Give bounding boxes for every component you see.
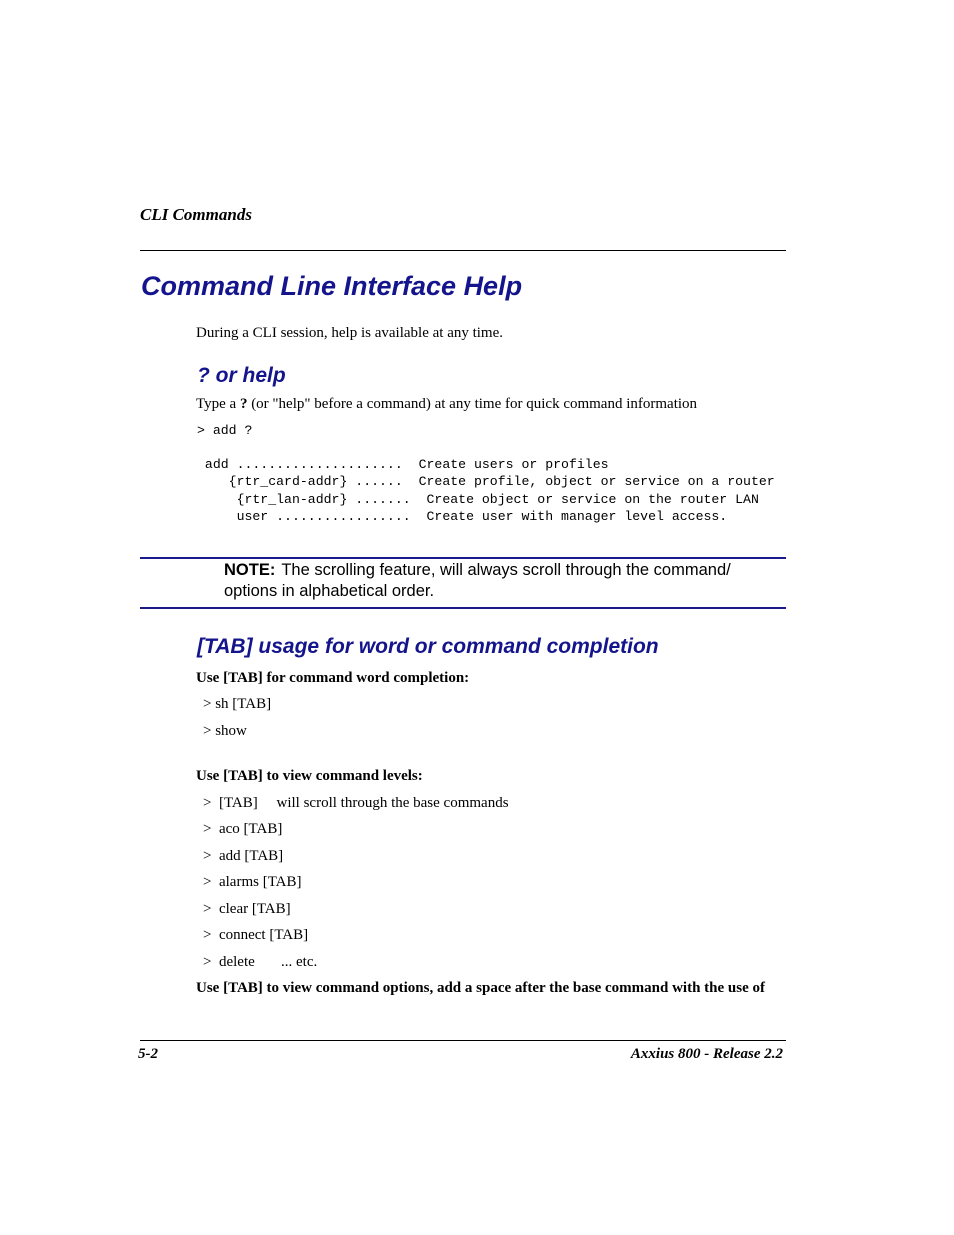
help-symbol: ? — [239, 396, 248, 412]
note-box — [224, 560, 784, 602]
footer-page-number: 5-2 — [138, 1046, 158, 1062]
levels-line-6: > connect [TAB] — [203, 927, 309, 943]
options-heading: Use [TAB] to view command options, add a space after the base command with the use of — [196, 980, 766, 996]
intro-paragraph: During a CLI session, help is available at any time. — [196, 325, 504, 341]
completion-heading: Use [TAB] for command word completion: — [196, 670, 470, 686]
help-text-before: Type a — [196, 396, 240, 412]
help-output-line-4: user ................. Create user with manager level access. — [197, 509, 728, 524]
help-text-after: (or "help" before a command) at any time for quick command information — [247, 396, 698, 412]
levels-line-3: > add [TAB] — [203, 848, 284, 864]
help-paragraph — [196, 396, 697, 413]
note-label: NOTE: — [224, 561, 276, 579]
completion-line-1: > sh [TAB] — [203, 696, 272, 712]
help-prompt: > add ? — [197, 423, 253, 438]
page-title: Command Line Interface Help — [141, 271, 523, 301]
help-heading: ? or help — [197, 364, 286, 387]
levels-line-5: > clear [TAB] — [203, 901, 291, 917]
header-rule — [140, 250, 786, 251]
note-top-rule — [140, 557, 786, 559]
levels-line-4: > alarms [TAB] — [203, 874, 302, 890]
help-output-line-1: add ..................... Create users or profiles — [197, 457, 609, 472]
levels-line-1: > [TAB] will scroll through the base commands — [203, 795, 509, 811]
tab-heading: [TAB] usage for word or command completion — [197, 635, 659, 658]
levels-heading: Use [TAB] to view command levels: — [196, 768, 423, 784]
footer-product: Axxius 800 - Release 2.2 — [630, 1046, 783, 1062]
levels-line-7: > delete ... etc. — [203, 954, 318, 970]
levels-line-2: > aco [TAB] — [203, 821, 283, 837]
note-text: The scrolling feature, will always scroll through the command/ options in alphabetical order. — [224, 561, 731, 600]
completion-line-2: > show — [203, 723, 247, 739]
footer-rule — [140, 1040, 786, 1041]
help-output-line-2: {rtr_card-addr} ...... Create profile, object or service on a router — [197, 474, 775, 489]
running-header-title: CLI Commands — [140, 205, 252, 224]
help-output-line-3: {rtr_lan-addr} ....... Create object or service on the router LAN — [197, 492, 759, 507]
note-bottom-rule — [140, 607, 786, 609]
